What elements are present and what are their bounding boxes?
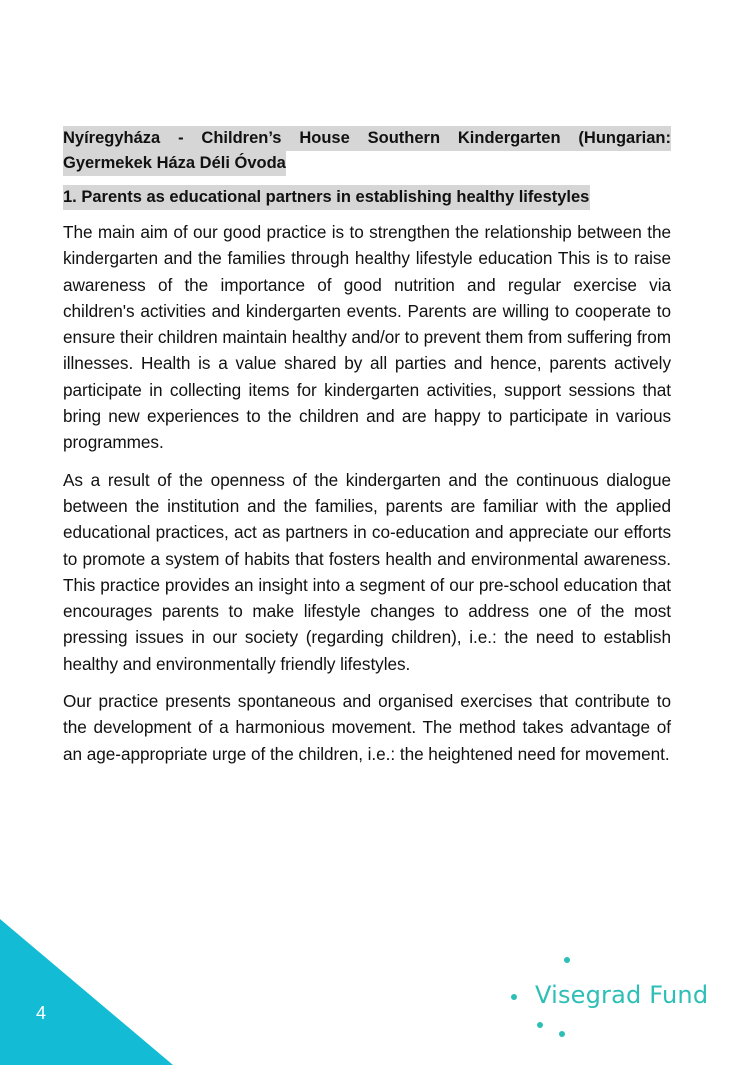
paragraph-1: The main aim of our good practice is to strengthen the relationship between the kindergarten and the families through healthy lifestyle education This is to raise awareness of the importance of good nutrition and regular exercise via children's activities and kindergarten events. Parents are willing to cooperate to ensure their children maintain healthy and/or to prevent them from suffering from illnesses. Health is a value shared by all parties and hence, parents actively participate in collecting items for kindergarten activities, support sessions that bring new experiences to the children and are happy to participate in various programmes. xyxy=(63,222,672,453)
logo-dot-icon xyxy=(564,957,570,963)
title-line-2: Gyermekek Háza Déli Óvoda xyxy=(63,151,286,176)
section-heading-text: 1. Parents as educational partners in establishing healthy lifestyles xyxy=(63,185,590,210)
title-line-1: Nyíregyháza - Children’s House Southern Kindergarten (Hungarian: xyxy=(63,126,671,151)
document-title xyxy=(63,126,671,176)
logo-dot-icon xyxy=(559,1031,565,1037)
page-content xyxy=(63,126,671,767)
page-number: 4 xyxy=(36,1003,47,1023)
paragraph-3: Our practice presents spontaneous and organised exercises that contribute to the development of a harmonious movement. The method takes advantage of an age-appropriate urge of the children, i.e.: the heightened need for movement. xyxy=(63,691,671,764)
visegrad-fund-logo xyxy=(505,945,709,1040)
logo-dot-icon xyxy=(537,1022,543,1028)
section-heading xyxy=(63,185,671,210)
corner-triangle-decoration xyxy=(0,919,173,1065)
logo-dot-icon xyxy=(511,994,517,1000)
paragraph-2: As a result of the openness of the kindergarten and the continuous dialogue between the institution and the families, parents are familiar with the applied educational practices, act as partners in co-education and appreciate our efforts to promote a system of habits that fosters health and environmental awareness. This practice provides an insight into a segment of our pre-school education that encourages parents to make lifestyle changes to address one of the most pressing issues in our society (regarding children), i.e.: the need to establish healthy and environmentally friendly lifestyles. xyxy=(63,469,671,674)
logo-text: Visegrad Fund xyxy=(535,981,709,1009)
